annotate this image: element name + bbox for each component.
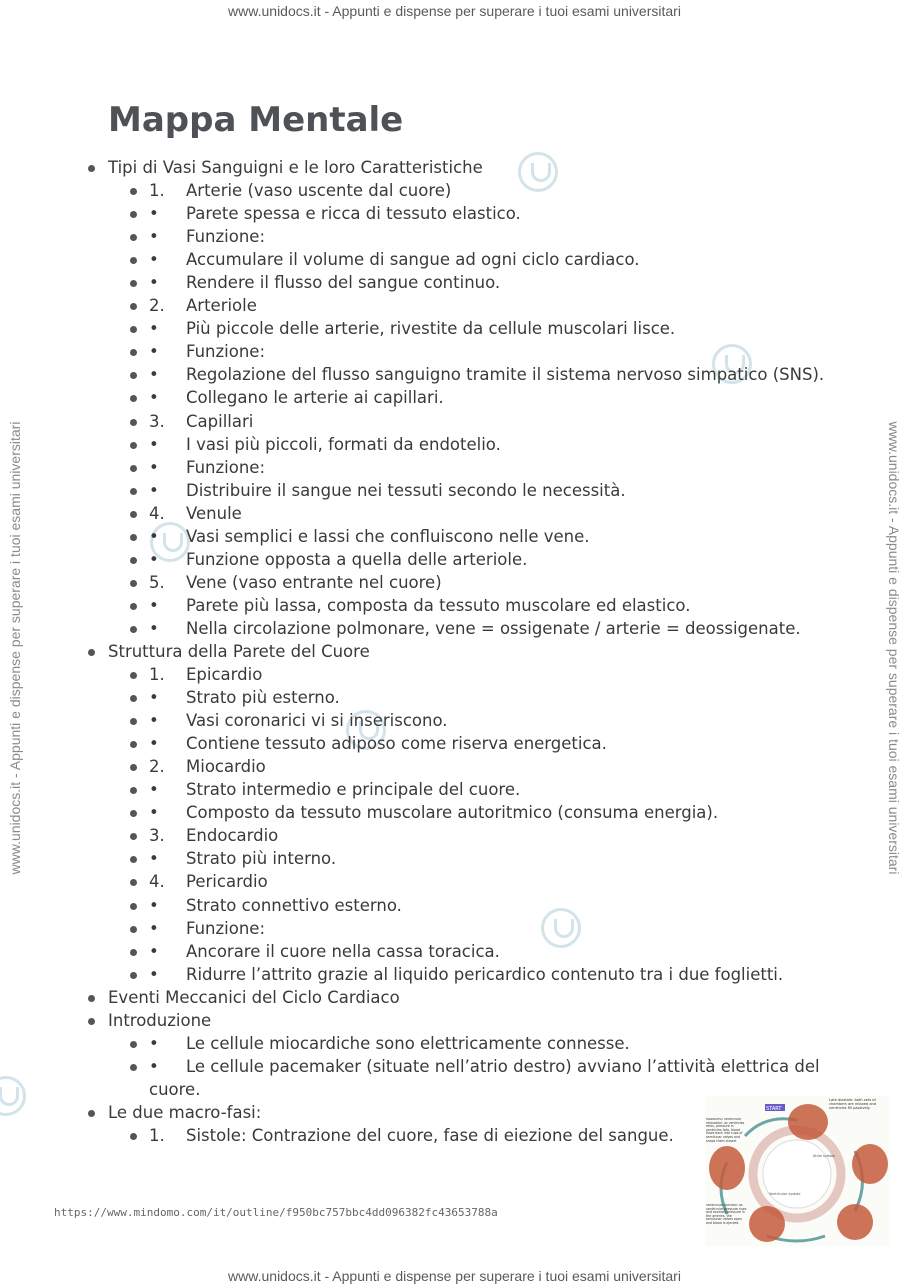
outline-subtopic [0, 778, 909, 801]
outline-text: Rendere il flusso del sangue continuo. [186, 273, 501, 293]
outline-text: Arterie (vaso uscente dal cuore) [186, 181, 452, 201]
outline-text: Endocardio [186, 826, 279, 846]
outline-text: Ancorare il cuore nella cassa toracica. [186, 941, 500, 961]
outline-subtopic [0, 386, 909, 409]
outline-subtopic [0, 894, 909, 917]
outline-text: Parete spessa e ricca di tessuto elastico. [186, 204, 521, 224]
outline-marker: • [149, 918, 159, 938]
outline-subtopic [0, 248, 909, 271]
outline-marker: • [149, 595, 159, 615]
outline-subtopic [0, 202, 909, 225]
outline-text: Capillari [186, 411, 254, 431]
diagram-label-atrial-systole [813, 1154, 843, 1164]
outline-marker: 2. [149, 757, 165, 777]
diagram-label-text: Ventricular ejection: as ventricular pressure rises and exceeds pressure in the arteries, the semilunar valves open and blood is ejected. [706, 1204, 747, 1225]
heart-icon [788, 1104, 828, 1140]
outline-text: Epicardio [186, 665, 263, 685]
outline-subtopic [0, 571, 909, 594]
outline-marker: • [149, 457, 159, 477]
outline-text: Strato più esterno. [186, 688, 340, 708]
diagram-label-late-diastole [829, 1098, 889, 1128]
heart-icon [837, 1204, 873, 1240]
outline-text: Nella circolazione polmonare, vene = ossigenate / arterie = deossigenate. [186, 618, 801, 638]
outline-marker: • [149, 204, 159, 224]
outline-subtopic [0, 940, 909, 963]
outline-subtopic [0, 456, 909, 479]
diagram-label-text: Ventricular systole [769, 1192, 801, 1196]
outline-text: Funzione: [186, 227, 266, 247]
outline-text: Vasi semplici e lassi che confluiscono nelle vene. [186, 526, 590, 546]
outline-marker: 3. [149, 826, 165, 846]
cardiac-cycle-diagram [705, 1096, 890, 1246]
outline-topic: Eventi Meccanici del Ciclo Cardiaco [0, 986, 909, 1009]
outline-subtopic [0, 1055, 909, 1078]
outline-text: Regolazione del flusso sanguigno tramite il sistema nervoso simpatico (SNS). [186, 365, 825, 385]
diagram-label-text: Isovolumic ventricular relaxation: as ventricles relax, pressure in ventricles falls, blood flows back into cups of semilunar valves and snaps them closed. [706, 1118, 745, 1143]
outline-marker: 1. [149, 665, 165, 685]
outline-subtopic [0, 1032, 909, 1055]
outline-text: Accumulare il volume di sangue ad ogni ciclo cardiaco. [186, 250, 640, 270]
outline-text: Vene (vaso entrante nel cuore) [186, 572, 442, 592]
outline-marker: • [149, 480, 159, 500]
outline-subtopic [0, 502, 909, 525]
outline-text: Funzione: [186, 342, 266, 362]
outline-text: Pericardio [186, 872, 268, 892]
outline-subtopic [0, 594, 909, 617]
outline-subtopic [0, 732, 909, 755]
outline-marker: • [149, 319, 159, 339]
outline-marker: 5. [149, 572, 165, 592]
outline-marker: • [149, 849, 159, 869]
outline-marker: • [149, 734, 159, 754]
outline-marker: 4. [149, 872, 165, 892]
outline-subtopic [0, 917, 909, 940]
diagram-label-relaxation [706, 1118, 746, 1158]
heart-icon [852, 1144, 888, 1184]
footer-url[interactable]: https://www.mindomo.com/it/outline/f950bc757bbc4dd096382fc436537​88a [54, 1206, 498, 1219]
outline-text: Le cellule pacemaker (situate nell’atrio destro) avviano l’attività elettrica del [186, 1056, 820, 1076]
outline-subtopic [0, 225, 909, 248]
page-title: Mappa Mentale [108, 100, 404, 140]
outline-marker: • [149, 342, 159, 362]
outline-marker: • [149, 964, 159, 984]
outline-subtopic [0, 824, 909, 847]
outline-topic: Introduzione [0, 1009, 909, 1032]
outline-text: Sistole: Contrazione del cuore, fase di eiezione del sangue. [186, 1125, 674, 1145]
outline-text: cuore. [149, 1079, 201, 1099]
outline-marker: • [149, 688, 159, 708]
cardiac-cycle-figure [705, 1096, 890, 1246]
outline-marker: • [149, 1056, 159, 1076]
outline-text: Venule [186, 503, 242, 523]
outline-topic: Le due macro-fasi: [0, 1101, 909, 1124]
outline-text: Composto da tessuto muscolare autoritmico (consuma energia). [186, 803, 719, 823]
outline-subtopic [0, 340, 909, 363]
outline-subtopic [0, 433, 909, 456]
outline-marker: • [149, 780, 159, 800]
outline-text: Più piccole delle arterie, rivestite da cellule muscolari lisce. [186, 319, 676, 339]
outline-subtopic [0, 801, 909, 824]
outline-text: Strato connettivo esterno. [186, 895, 402, 915]
outline-text: Ridurre l’attrito grazie al liquido pericardico contenuto tra i due foglietti. [186, 964, 784, 984]
outline-subtopic [0, 709, 909, 732]
outline-subtopic [0, 847, 909, 870]
outline-subtopic [0, 617, 909, 640]
outline-marker: • [149, 273, 159, 293]
diagram-label-text: Late diastole: both sets of chambers are relaxed and ventricles fill passively. [829, 1098, 877, 1110]
outline-text: Distribuire il sangue nei tessuti secondo le necessità. [186, 480, 626, 500]
outline-topic: Tipi di Vasi Sanguigni e le loro Caratteristiche [0, 156, 909, 179]
outline-subtopic [0, 548, 909, 571]
outline-text: Funzione opposta a quella delle arteriole. [186, 549, 528, 569]
heart-icon [749, 1206, 785, 1242]
outline-text: Vasi coronarici vi si inseriscono. [186, 711, 448, 731]
outline-text: Funzione: [186, 918, 266, 938]
outline-text: I vasi più piccoli, formati da endotelio. [186, 434, 501, 454]
outline-marker: 1. [149, 1125, 165, 1145]
outline-text: Arteriole [186, 296, 257, 316]
outline-text: Contiene tessuto adiposo come riserva energetica. [186, 734, 607, 754]
outline-marker: 1. [149, 181, 165, 201]
outline-marker: • [149, 526, 159, 546]
outline-subtopic [0, 755, 909, 778]
outline-subtopic [0, 410, 909, 433]
outline-marker: • [149, 941, 159, 961]
outline-subtopic [0, 317, 909, 340]
outline-marker: • [149, 711, 159, 731]
watermark-left: www.unidocs.it - Appunti e dispense per superare i tuoi esami universitari [7, 421, 23, 875]
outline-text: Le cellule miocardiche sono elettricamente connesse. [186, 1033, 630, 1053]
watermark-top: www.unidocs.it - Appunti e dispense per superare i tuoi esami universitari [228, 3, 681, 19]
outline-subtopic [0, 479, 909, 502]
outline-text: Collegano le arterie ai capillari. [186, 388, 444, 408]
diagram-label-text: Atrial systole [813, 1154, 835, 1158]
outline-text: Funzione: [186, 457, 266, 477]
outline-subtopic [0, 294, 909, 317]
diagram-label-ejection [706, 1204, 748, 1244]
outline-topic: Struttura della Parete del Cuore [0, 640, 909, 663]
outline-subtopic [0, 963, 909, 986]
mind-map-outline [0, 156, 909, 1147]
start-tag-label: START [766, 1106, 782, 1112]
outline-marker: 3. [149, 411, 165, 431]
outline-marker: • [149, 388, 159, 408]
watermark-bottom: www.unidocs.it - Appunti e dispense per superare i tuoi esami universitari [228, 1268, 681, 1284]
outline-text: Strato intermedio e principale del cuore. [186, 780, 521, 800]
outline-marker: • [149, 803, 159, 823]
outline-text: Parete più lassa, composta da tessuto muscolare ed elastico. [186, 595, 691, 615]
outline-subtopic [0, 525, 909, 548]
outline-subtopic [0, 663, 909, 686]
outline-subtopic [0, 179, 909, 202]
outline-marker: • [149, 1033, 159, 1053]
outline-marker: 2. [149, 296, 165, 316]
outline-marker: • [149, 618, 159, 638]
outline-marker: • [149, 895, 159, 915]
outline-text: Miocardio [186, 757, 266, 777]
outline-marker: • [149, 434, 159, 454]
outline-text: Strato più interno. [186, 849, 337, 869]
outline-subtopic [0, 686, 909, 709]
outline-subtopic [0, 363, 909, 386]
outline-marker: • [149, 549, 159, 569]
outline-marker: • [149, 365, 159, 385]
outline-marker: • [149, 227, 159, 247]
outline-subtopic [0, 271, 909, 294]
outline-subtopic [0, 870, 909, 893]
watermark-right: www.unidocs.it - Appunti e dispense per superare i tuoi esami universitari [886, 421, 902, 875]
outline-marker: • [149, 250, 159, 270]
diagram-label-ventricular-systole [769, 1192, 809, 1202]
outline-marker: 4. [149, 503, 165, 523]
